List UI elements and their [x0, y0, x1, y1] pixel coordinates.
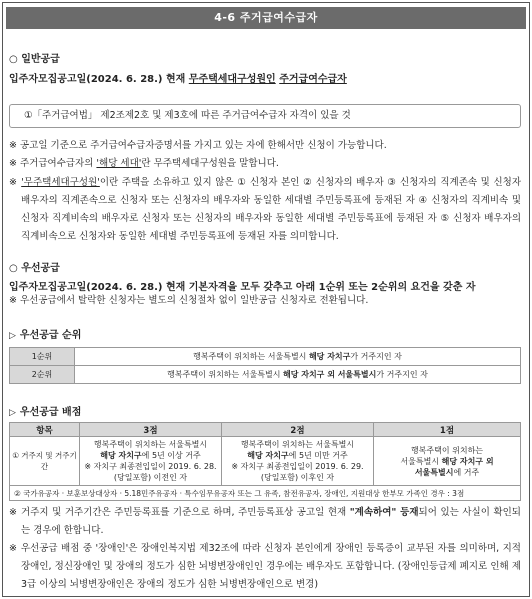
score-item: ① 거주지 및 거주기간 — [10, 437, 80, 486]
rank-label: 2순위 — [10, 366, 75, 384]
general-note-1: ※ 공고일 기준으로 주거급여수급자증명서를 가지고 있는 자에 한해서만 신청이 가능합니다. — [9, 140, 387, 151]
score-row-2: ② 국가유공자 · 보훈보상대상자 · 5.18민주유공자 · 특수임무유공자 또는 그 유족, 참전유공자, 장애인, 지원대상 한부모 가족인 경우 : 3점 — [10, 486, 521, 501]
triangle-icon: ▷ — [9, 408, 16, 418]
table-row — [10, 437, 521, 486]
score-table — [9, 422, 521, 501]
general-subheading: 입주자모집공고일(2024. 6. 28.) 현재 무주택세대구성원인 주거급여수급자 — [9, 74, 347, 85]
rank-desc: 행복주택이 위치하는 서울특별시 해당 자치구가 거주지인 자 — [75, 348, 521, 366]
score-1pt-cell: 행복주택이 위치하는 서울특별시 해당 자치구 외 서울특별시에 거주 — [374, 437, 521, 486]
table-row — [10, 486, 521, 501]
rank-section-title: ▷ 우선공급 순위 — [9, 330, 82, 341]
priority-note-5: ※ 우선공급 배점 중 '장애인'은 장애인복지법 제32조에 따라 신청자 본인에게 장애인 등록증이 교부된 자를 의미하며, 지적장애인, 정신장애인 및 장애의 정도가 심한 뇌병변장애인인 경우에는 배우자도 포함합니다. (장애인등급제 폐지로 인해 제3급 이상의 뇌병변장애인은 장애의 정도가 심한 뇌병변장애인으로 변경) — [9, 543, 521, 590]
general-note-2: ※ 주거급여수급자의 '해당 세대'란 무주택세대구성원을 말합니다. — [9, 158, 279, 169]
table-row — [10, 366, 521, 384]
header-item: 항목 — [10, 423, 80, 437]
table-header-row — [10, 423, 521, 437]
score-section-title: ▷ 우선공급 배점 — [9, 407, 82, 418]
header-2pt: 2점 — [222, 423, 374, 437]
table-row — [10, 348, 521, 366]
rank-table — [9, 347, 521, 384]
priority-note: ※ 우선공급에서 탈락한 신청자는 별도의 신청절차 없이 일반공급 신청자로 전환됩니다. — [9, 295, 369, 306]
general-heading: ○ 일반공급 — [9, 54, 60, 65]
rank-desc: 행복주택이 위치하는 서울특별시 해당 자치구 외 서울특별시가 거주지인 자 — [75, 366, 521, 384]
score-3pt-cell: 행복주택이 위치하는 서울특별시 해당 자치구에 5년 이상 거주 ※ 자치구 최종전입일이 2019. 6. 28. (당일포함) 이전인 자 — [80, 437, 222, 486]
triangle-icon: ▷ — [9, 331, 16, 341]
section-banner: 4-6 주거급여수급자 — [6, 7, 526, 29]
priority-subheading: 입주자모집공고일(2024. 6. 28.) 현재 기본자격을 모두 갖추고 아래 1순위 또는 2순위의 요건을 갖춘 자 — [9, 282, 476, 293]
priority-heading: ○ 우선공급 — [9, 263, 60, 274]
general-note-3: ※ '무주택세대구성원'이란 주택을 소유하고 있지 않은 ① 신청자 본인 ② 신청자의 배우자 ③ 신청자의 직계존속 및 신청자 배우자의 직계존속으로 신청자 또는 신청자의 배우자와 동일한 세대별 주민등록표에 등재된 자 ④ 신청자의 직계비속 및 신청자 직계비속의 배우자로 신청자 또는 신청자의 배우자와 동일한 세대별 주민등록표에 등재된 자 ⑤ 신청자 배우자의 직계비속으로 신청자와 동일한 세대별 주민등록표에 등재된 자를 의미합니다. — [9, 177, 521, 242]
score-2pt-cell: 행복주택이 위치하는 서울특별시 해당 자치구에 5년 미만 거주 ※ 자치구 최종전입일이 2019. 6. 29. (당일포함) 이후인 자 — [222, 437, 374, 486]
priority-note-4: ※ 거주지 및 거주기간은 주민등록표를 기준으로 하며, 주민등록표상 공고일 현재 "계속하여" 등재되어 있는 사실이 확인되는 경우에 한합니다. — [9, 507, 521, 536]
header-3pt: 3점 — [80, 423, 222, 437]
header-1pt: 1점 — [374, 423, 521, 437]
rank-label: 1순위 — [10, 348, 75, 366]
requirement-box: ①「주거급여법」 제2조제2호 및 제3호에 따른 주거급여수급자 자격이 있을 것 — [9, 104, 521, 128]
